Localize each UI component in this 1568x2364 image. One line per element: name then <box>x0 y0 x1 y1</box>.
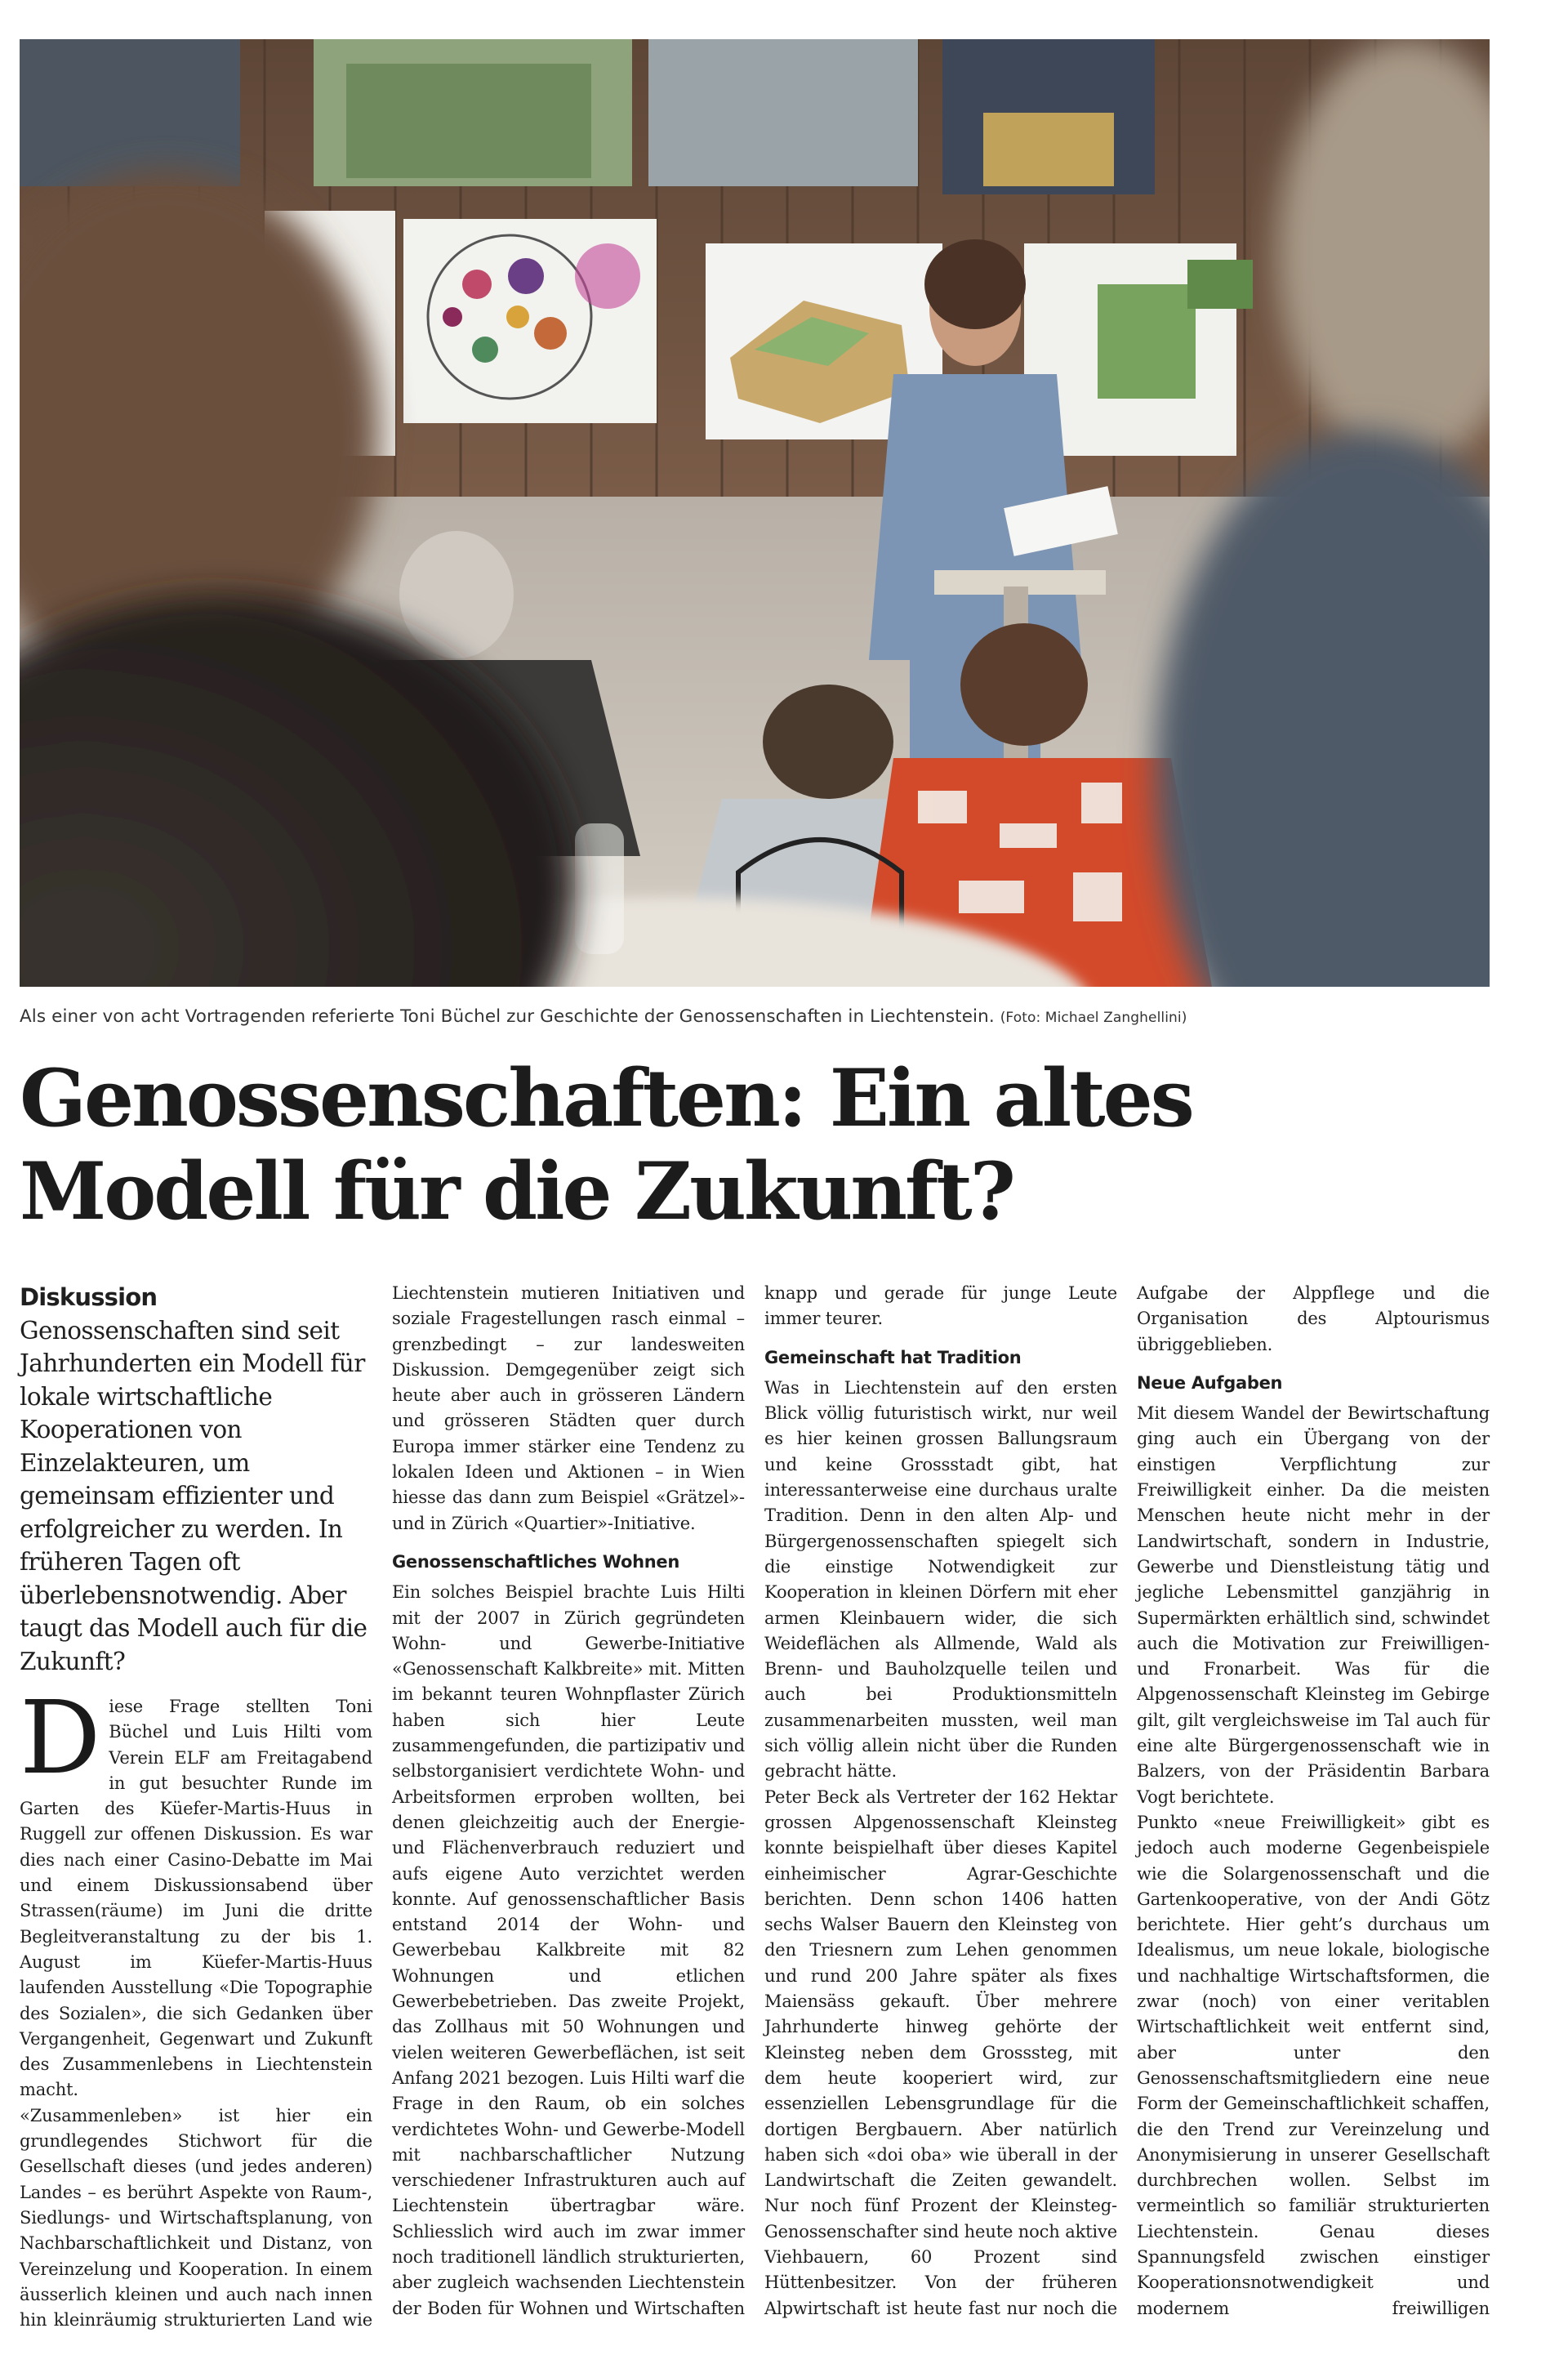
headline-line-1: Genossenschaften: Ein altes <box>20 1052 1192 1144</box>
column-2 <box>392 1281 745 2322</box>
kicker: Diskussion <box>20 1283 158 1311</box>
drop-cap: D <box>20 1679 101 1797</box>
caption-text: Als einer von acht Vortragenden referierte Toni Büchel zur Geschichte der Genossenschaften in Liechtenstein. <box>20 1006 995 1027</box>
body-paragraph-1-text: iese Frage stellten Toni Büchel und Luis Hilti vom Verein ELF am Freitagabend in gut besuchter Runde im Garten des Küefer-Martis-Huus in Ruggell zur offenen Diskussion. Es war dies nach einer Casino-Debatte im Mai und einem Diskussionsabend über Strassen(räume) im Juni die dritte Begleitveranstaltung zu der bis 1. August im Küefer-Martis-Huus laufenden Ausstellung «Die Topographie des Sozialen», die sich Gedanken über Vergangenheit, Gegenwart und Zukunft des Zusammenlebens in Liechtenstein macht. <box>20 1697 372 2100</box>
body-paragraph-2: Liechtenstein mutieren Initiativen und soziale Fragestellungen rasch einmal – grenzbedingt – zur landesweiten Diskussion. Demgegenüber zeigt sich heute aber auch in grösseren Ländern und grösseren Städten quer durch Europa immer stärker eine Tendenz zu lokalen Ideen und Aktionen – in Wien hiesse das dann zum Beispiel «Grätzel»- und in Zürich «Quartier»-Initiative. <box>392 1283 745 1533</box>
body-paragraph-7: Punkto «neue Freiwilligkeit» gibt es jedoch auch moderne Gegenbeispiele wie die Solargenossenschaft und die Gartenkooperative, von der Andi Götz berichtete. Hier geht’s durchaus um Idealismus, um neue lokale, biologische und nachhaltige Wirtschaftsformen, die zwar (noch) von einer veritablen Wirtschaftlichkeit weit entfernt sind, aber unter den Genossenschaftsmitgliedern eine neue Form der Gemeinschaftlichkeit schaffen, die den Trend zur Vereinzelung und Anonymisierung in unserer Gesellschaft durchbrechen wollen. Selbst im vermeintlich so familiär strukturierten Liechtenstein. Genau dieses Spannungsfeld zwischen einstiger Kooperationsnotwendigkeit und modernem freiwilligen <box>1137 1812 1490 2318</box>
body-paragraph-3: Ein solches Beispiel brachte Luis Hilti mit der 2007 in Zürich gegründeten Wohn- und Gewerbe-Initiative «Genossenschaft Kalkbreite» mit. Mitten im bekannt teuren Wohnpflaster Zürich haben sich hier Leute zusammengefunden, die partizipativ und selbstorganisiert verdichtete Wohn- und Arbeitsformen erproben wollten, bei denen gleichzeitig auch der Energie- und Flächenverbrauch reduziert und aufs eigene Auto verzichtet werden konnte. Auf genossenschaftlicher Basis entstand 2014 der Wohn- und Gewerbebau Kalkbreite mit 82 Wohnungen und etlichen Gewerbebetrieben. Das zweite Projekt, das Zollhaus mit 50 Wohnungen und vielen weiteren Gewerbeflächen, ist seit Anfang 2021 bezogen. Luis Hilti warf die Frage in den Raum, ob ein solches verdichtetes Wohn- und Gewerbe-Modell mit nachbarschaftlicher Nutzung verschiedener Infrastrukturen auch auf Liechtenstein übertragbar wäre. Schliesslich wird auch im zwar immer noch traditionell ländlich strukturierten, aber zugleich wachsenden Liechtenstein der Boden für Wohnen und Wirtschaften <box>392 1582 745 2318</box>
body-paragraph-6: Mit diesem Wandel der Bewirtschaftung ging auch ein Übergang von der einstigen Verpflichtung zur Freiwilligkeit einher. Da die meisten Menschen heute nicht mehr in der Landwirtschaft, sondern in Industrie, Gewerbe und Dienstleistung tätig und jegliche Lebensmittel ganzjährig in Supermärkten erhältlich sind, schwindet auch die Motivation zur Freiwilligen- und Fronarbeit. Was für die Alpgenossenschaft Kleinsteg im Gebirge gilt, gilt vergleichsweise im Tal auch für eine alte Bürgergenossenschaft wie in Balzers, von der Präsidentin Barbara Vogt berichtete. <box>1137 1403 1490 1807</box>
body-paragraph-4: Was in Liechtenstein auf den ersten Blick völlig futuristisch wirkt, nur weil es hier keinen grossen Ballungsraum und keine Grossstadt gibt, hat interessanterweise eine durchaus uralte Tradition. Denn in den alten Alp- und Bürgergenossenschaften spiegelt sich die einstige Notwendigkeit zur Kooperation in kleinen Dörfern mit eher armen Kleinbauern wider, die sich Weideflächen als Allmende, Wald als Brenn- und Bauholzquelle teilen und auch bei Produktionsmitteln zusammenarbeiten mussten, weil man sich völlig allein nicht über die Runden gebracht hätte. <box>764 1377 1117 1782</box>
subheading-neue-aufgaben: Neue Aufgaben <box>1137 1372 1283 1393</box>
body-paragraph-1 <box>20 1679 372 2103</box>
body-paragraph-5: Peter Beck als Vertreter der 162 Hektar grossen Alpgenossenschaft Kleinsteg konnte beispielhaft über dieses Kapitel einheimischer Agrar-Geschichte berichten. Denn schon 1406 hatten sechs Walser Bauern den Kleinsteg von den Triesnern zum Lehen genommen und rund 200 Jahre später als fixes Maiensäss gekauft. Über mehrere Jahrhunderte hinweg gehörte der Kleinsteg neben dem Grosssteg, mit dem heute kooperiert wird, zur essenziellen Lebensgrundlage für die dortigen Bergbauern. Aber natürlich haben sich «doi oba» wie überall in der Landwirtschaft die Zeiten gewandelt. Nur noch fünf Prozent der Kleinsteg-Genossenschafter sind heute noch aktive Viehbauern, 60 Prozent sind Hüttenbesitzer. Von der früheren Alpwirtschaft ist heute fast nur noch die <box>764 1786 1117 2318</box>
headline <box>20 1052 1506 1238</box>
body-paragraph-2: «Zusammenleben» ist hier ein grundlegendes Stichwort für die Gesellschaft dieses (und jedes anderen) Landes – es berührt Aspekte von Raum-, Siedlungs- und Wirtschaftsplanung, von Nachbarschaftlichkeit und Distanz, von Vereinzelung und Kooperation. In einem äusserlich kleinen und auch nach innen hin kleinräumig strukturierten Land wie <box>20 2105 372 2331</box>
subheading-gemeinschaft-hat-tradition: Gemeinschaft hat Tradition <box>764 1347 1022 1367</box>
lead-text: Genossenschaften sind seit Jahrhunderten ein Modell für lokale wirtschaftliche Kooperationen von Einzelakteuren, um gemeinsam effizienter und erfolgreicher zu werden. In früheren Tagen oft überlebensnotwendig. Aber taugt das Modell auch für die Zukunft? <box>20 1316 368 1675</box>
column-3 <box>764 1281 1117 2322</box>
headline-line-2: Modell für die Zukunft? <box>20 1145 1013 1238</box>
column-4 <box>1137 1281 1490 2322</box>
column-1 <box>20 1281 372 2333</box>
photo-scene-icon <box>20 39 1490 987</box>
article-photo <box>20 39 1490 987</box>
body-paragraph-3: knapp und gerade für junge Leute immer teurer. <box>764 1283 1117 1329</box>
lead-paragraph <box>20 1281 372 1678</box>
photo-credit: (Foto: Michael Zanghellini) <box>1000 1010 1187 1026</box>
subheading-genossenschaftliches-wohnen: Genossenschaftliches Wohnen <box>392 1551 679 1572</box>
body-paragraph-5: Aufgabe der Alppflege und die Organisation des Alptourismus übriggeblieben. <box>1137 1283 1490 1354</box>
photo-caption <box>20 1006 1490 1027</box>
